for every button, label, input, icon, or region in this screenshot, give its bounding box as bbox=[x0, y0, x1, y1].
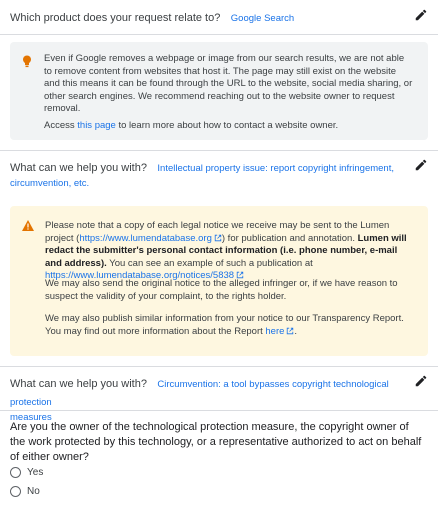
info-access-line bbox=[44, 120, 414, 133]
edit-product-button[interactable] bbox=[414, 8, 428, 22]
help-question-row bbox=[10, 158, 430, 188]
transparency-text-a: We may also publish similar information from your notice to our Transparency Report. You may find out more information about the Report bbox=[45, 313, 404, 337]
transparency-report-paragraph bbox=[45, 313, 416, 338]
info-text: Even if Google removes a webpage or image from our search results, we are not able to remove content from websites that host it. The page may still exist on the website and this means it can be found through the URL to the website, social media sharing, or other search engines. We recommend reaching out to the website owner to request removal. bbox=[44, 53, 413, 114]
edit-circumvention-button[interactable] bbox=[414, 374, 428, 388]
infringer-notice-paragraph: We may also send the original notice to the alleged infringer or, if we have reason to suspect the validity of your complaint, to the rights holder. bbox=[45, 278, 398, 302]
divider bbox=[0, 150, 438, 151]
access-prefix: Access bbox=[44, 120, 78, 131]
product-question-label: Which product does your request relate to? bbox=[10, 12, 221, 24]
lumen-database-link[interactable] bbox=[79, 233, 222, 244]
divider bbox=[0, 366, 438, 367]
circumvention-answer-line1[interactable]: Circumvention: a tool bypasses copyright technological protection bbox=[10, 379, 389, 408]
lightbulb-icon bbox=[22, 55, 32, 68]
help-answer-line2[interactable]: circumvention, etc. bbox=[10, 178, 90, 189]
transparency-text-b: . bbox=[294, 325, 298, 337]
yes-radio[interactable] bbox=[10, 467, 21, 478]
this-page-link[interactable]: this page bbox=[77, 120, 116, 131]
help-question-label: What can we help you with? bbox=[10, 162, 147, 174]
divider bbox=[0, 34, 438, 35]
circumvention-question-row bbox=[10, 374, 430, 423]
warning-box bbox=[10, 206, 428, 356]
report-here-text: here bbox=[265, 325, 285, 337]
no-radio[interactable] bbox=[10, 486, 21, 497]
circumvention-answer-line2[interactable]: measures bbox=[10, 412, 52, 423]
lumen-notice-link-text: https://www.lumendatabase.org/notices/5838 bbox=[45, 270, 235, 281]
info-box bbox=[10, 42, 428, 140]
lumen-link-text: https://www.lumendatabase.org bbox=[79, 232, 212, 244]
report-here-link[interactable] bbox=[265, 326, 294, 337]
lumen-text-b: ) for publication and annotation. bbox=[221, 232, 358, 244]
yes-label: Yes bbox=[27, 467, 44, 478]
help-answer-line1[interactable]: Intellectual property issue: report copyright infringement, bbox=[157, 163, 394, 174]
external-link-icon bbox=[214, 234, 222, 242]
product-question-row bbox=[10, 8, 430, 24]
lumen-redact-bold: Lumen will redact the submitter's personal contact information (i.e. phone number, e-mail and address). bbox=[45, 232, 407, 269]
no-label: No bbox=[27, 486, 40, 497]
warning-icon bbox=[22, 220, 34, 231]
no-radio-option[interactable] bbox=[10, 486, 40, 497]
lumen-text-a: Please note that a copy of each legal notice we receive may be sent to the Lumen project ( bbox=[45, 220, 390, 244]
owner-question-text: Are you the owner of the technological protection measure, the copyright owner of the work protected by this technology, or a representative authorized to act on behalf of either owner? bbox=[10, 421, 422, 463]
lumen-notice-paragraph bbox=[45, 220, 416, 283]
lumen-text-c: You can see an example of such a publication at bbox=[106, 257, 313, 269]
edit-help-button[interactable] bbox=[414, 158, 428, 172]
circumvention-question-label: What can we help you with? bbox=[10, 378, 147, 390]
access-suffix: to learn more about how to contact a website owner. bbox=[115, 120, 339, 131]
yes-radio-option[interactable] bbox=[10, 467, 43, 478]
product-answer[interactable]: Google Search bbox=[230, 13, 295, 24]
divider bbox=[0, 410, 438, 411]
